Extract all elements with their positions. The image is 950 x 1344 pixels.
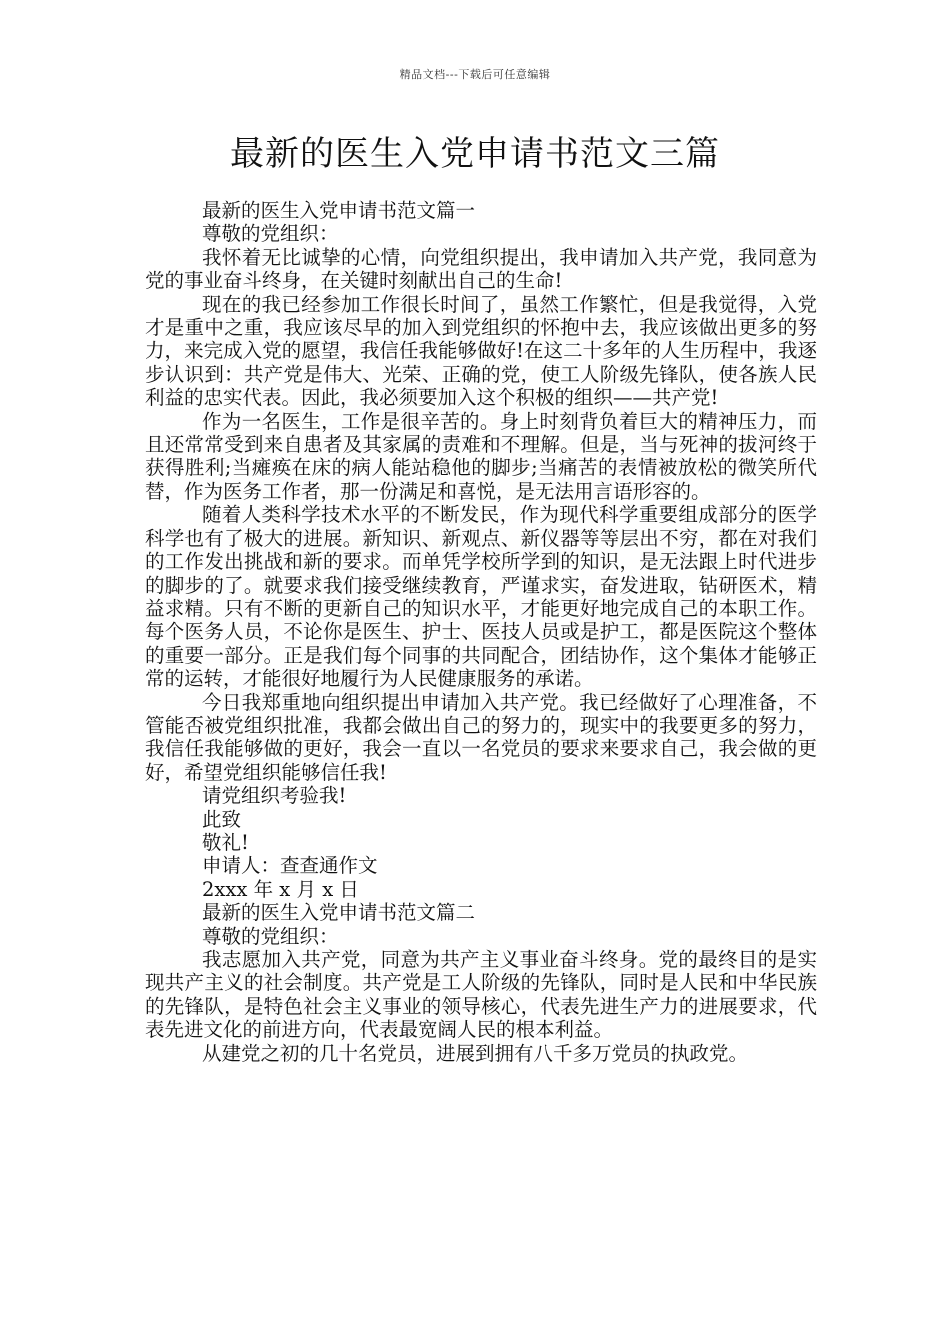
document-title: 最新的医生入党申请书范文三篇	[230, 134, 720, 174]
body-paragraph: 我志愿加入共产党，同意为共产主义事业奋斗终身。党的最终目的是实现共产主义的社会制度。共产党是工人阶级的先锋队，同时是人民和中华民族的先锋队，是特色社会主义事业的领导核心，代表先进生产力的进展要求，代表先进文化的前进方向，代表最宽阔人民的根本利益。	[145, 948, 817, 1042]
document-body	[145, 199, 817, 1065]
body-paragraph: 今日我郑重地向组织提出申请加入共产党。我已经做好了心理准备，不管能否被党组织批准，我都会做出自己的努力的，现实中的我要更多的努力，我信任我能够做的更好，我会一直以一名党员的要求来要求自己，我会做的更好，希望党组织能够信任我!	[145, 690, 817, 784]
body-paragraph: 我怀着无比诚挚的心情，向党组织提出，我申请加入共产党，我同意为党的事业奋斗终身，在关键时刻献出自己的生命!	[145, 245, 817, 293]
body-paragraph: 作为一名医生，工作是很辛苦的。身上时刻背负着巨大的精神压力，而且还常常受到来自患者及其家属的责难和不理解。但是，当与死神的拔河终于获得胜利;当瘫痪在床的病人能站稳他的脚步;当痛苦的表情被放松的微笑所代替，作为医务工作者，那一份满足和喜悦，是无法用言语形容的。	[145, 409, 817, 503]
salutation: 尊敬的党组织：	[202, 924, 339, 948]
applicant-line: 申请人：查查通作文	[202, 854, 378, 878]
closing-line: 请党组织考验我!	[202, 784, 347, 808]
section-heading: 最新的医生入党申请书范文篇二	[202, 901, 476, 925]
closing-line: 此致	[202, 807, 242, 831]
body-paragraph: 现在的我已经参加工作很长时间了，虽然工作繁忙，但是我觉得，入党才是重中之重，我应该尽早的加入到党组织的怀抱中去，我应该做出更多的努力，来完成入党的愿望，我信任我能够做好!在这二十多年的人生历程中，我逐步认识到：共产党是伟大、光荣、正确的党，使工人阶级先锋队，使各族人民利益的忠实代表。因此，我必须要加入这个积极的组织——共产党!	[145, 292, 817, 410]
salutation: 尊敬的党组织：	[202, 222, 339, 246]
section-heading: 最新的医生入党申请书范文篇一	[202, 199, 476, 222]
closing-line: 敬礼!	[202, 830, 249, 854]
body-paragraph: 从建党之初的几十名党员，进展到拥有八千多万党员的执政党。	[202, 1041, 749, 1065]
date-line: 2xxx 年 x 月 x 日	[202, 877, 359, 901]
body-paragraph: 随着人类科学技术水平的不断发民，作为现代科学重要组成部分的医学科学也有了极大的进展。新知识、新观点、新仪器等等层出不穷，都在对我们的工作发出挑战和新的要求。而单凭学校所学到的知识，是无法跟上时代进步的脚步的了。就要求我们接受继续教育，严谨求实，奋发进取，钻研医术，精益求精。只有不断的更新自己的知识水平，才能更好地完成自己的本职工作。每个医务人员，不论你是医生、护士、医技人员或是护工，都是医院这个整体的重要一部分。正是我们每个同事的共同配合，团结协作，这个集体才能够正常的运转，才能很好地履行为人民健康服务的承诺。	[145, 503, 817, 691]
header-note: 精品文档---下载后可任意编辑	[399, 68, 551, 81]
